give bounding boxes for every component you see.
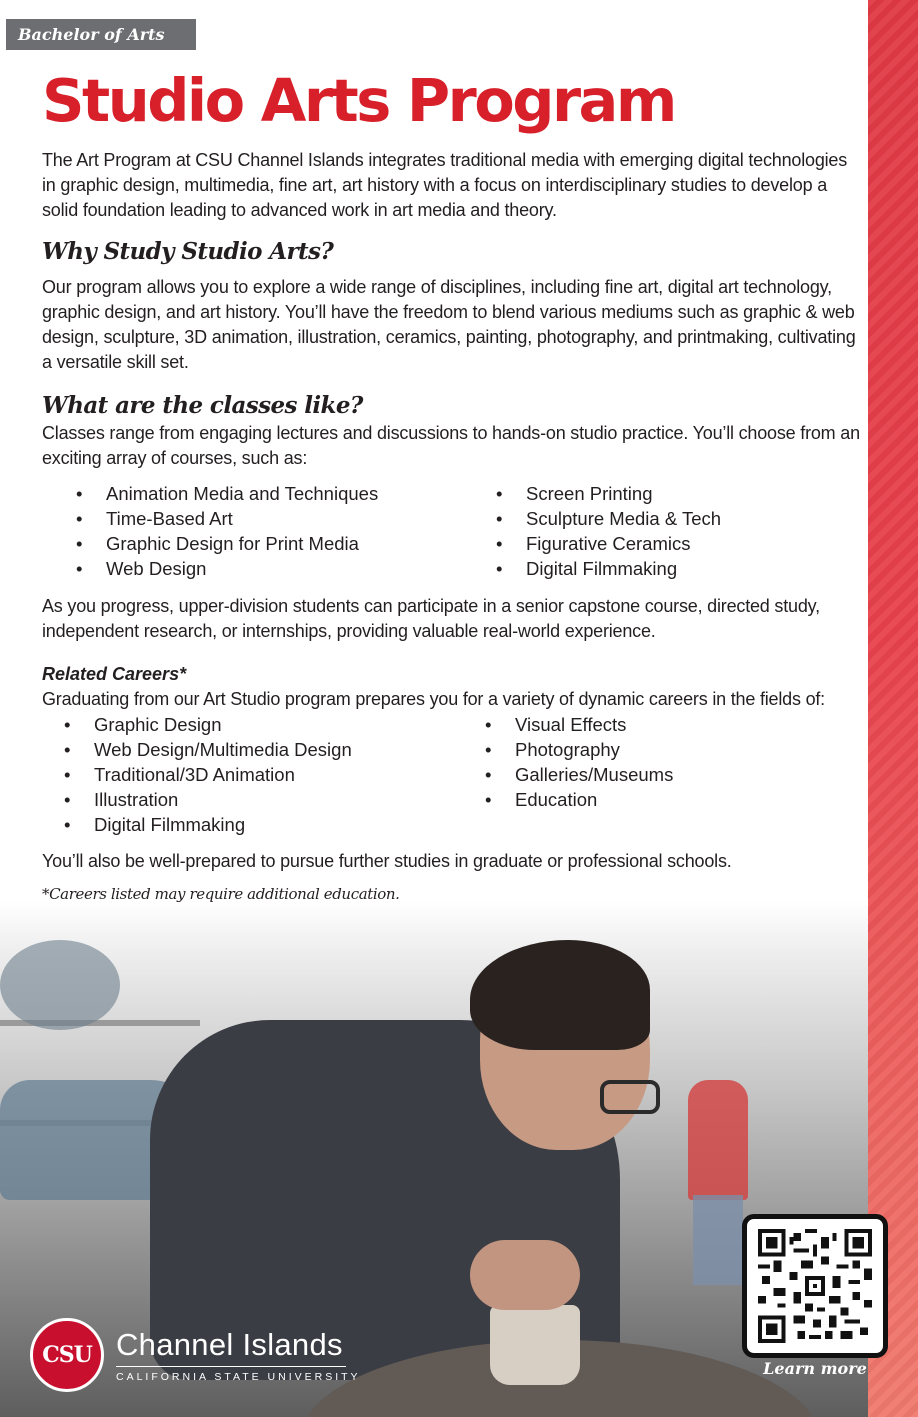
career-list-right bbox=[463, 712, 673, 837]
careers-heading: Related Careers* bbox=[42, 664, 187, 684]
background-person bbox=[688, 1080, 748, 1200]
list-item: • Screen Printing bbox=[462, 481, 721, 506]
list-item: • Education bbox=[463, 787, 673, 812]
main-content bbox=[42, 148, 862, 904]
careers-footnote: *Careers listed may require additional education. bbox=[42, 885, 400, 903]
course-list-left bbox=[42, 481, 462, 581]
list-item: • Digital Filmmaking bbox=[462, 556, 721, 581]
list-item: • Graphic Design for Print Media bbox=[42, 531, 462, 556]
red-side-band bbox=[868, 0, 918, 1417]
classes-intro: Classes range from engaging lectures and discussions to hands-on studio practice. You’ll choose from an exciting array of courses, such as: bbox=[42, 423, 860, 468]
degree-badge: Bachelor of Arts bbox=[6, 19, 196, 50]
list-item: • Web Design bbox=[42, 556, 462, 581]
career-list bbox=[42, 712, 862, 837]
logo-wordmark bbox=[116, 1328, 361, 1383]
background-person-legs bbox=[693, 1195, 743, 1285]
intro-paragraph: The Art Program at CSU Channel Islands integrates traditional media with emerging digital technologies in graphic design, multimedia, fine art, art history with a focus on interdisciplinary studies to develop a solid foundation leading to advanced work in art media and theory. bbox=[42, 150, 848, 220]
list-item: • Photography bbox=[463, 737, 673, 762]
logo-name: Channel Islands bbox=[116, 1326, 343, 1362]
list-item: • Sculpture Media & Tech bbox=[462, 506, 721, 531]
clay-cup bbox=[490, 1305, 580, 1385]
qr-code-icon bbox=[757, 1229, 873, 1343]
list-item: • Figurative Ceramics bbox=[462, 531, 721, 556]
list-item: • Galleries/Museums bbox=[463, 762, 673, 787]
list-item: • Digital Filmmaking bbox=[42, 812, 463, 837]
student-hand bbox=[470, 1240, 580, 1310]
why-heading: Why Study Studio Arts? bbox=[42, 238, 334, 265]
list-item: • Animation Media and Techniques bbox=[42, 481, 462, 506]
student-hair bbox=[470, 940, 650, 1050]
page-title: Studio Arts Program bbox=[42, 66, 675, 135]
list-item: • Web Design/Multimedia Design bbox=[42, 737, 463, 762]
careers-intro: Graduating from our Art Studio program prepares you for a variety of dynamic careers in the fields of: bbox=[42, 689, 825, 709]
qr-code[interactable] bbox=[742, 1214, 888, 1358]
classes-heading: What are the classes like? bbox=[42, 392, 363, 419]
csuci-logo bbox=[30, 1318, 361, 1392]
course-list bbox=[42, 481, 862, 581]
student-glasses bbox=[600, 1080, 660, 1114]
logo-divider bbox=[116, 1366, 346, 1367]
course-list-right bbox=[462, 481, 721, 581]
list-item: • Graphic Design bbox=[42, 712, 463, 737]
list-item: • Illustration bbox=[42, 787, 463, 812]
csu-seal-icon: CSU bbox=[30, 1318, 104, 1392]
list-item: • Visual Effects bbox=[463, 712, 673, 737]
background-rag bbox=[0, 940, 120, 1030]
learn-more-link[interactable]: Learn more bbox=[763, 1359, 867, 1378]
logo-subtitle: CALIFORNIA STATE UNIVERSITY bbox=[116, 1370, 361, 1383]
list-item: • Traditional/3D Animation bbox=[42, 762, 463, 787]
why-paragraph: Our program allows you to explore a wide range of disciplines, including fine art, digital art technology, graphic design, and art history. You’ll have the freedom to blend various mediums such as graphic & web design, sculpture, 3D animation, illustration, ceramics, painting, photography, and printmaking, cultivating a versatile skill set. bbox=[42, 277, 856, 372]
further-studies-paragraph: You’ll also be well-prepared to pursue further studies in graduate or professional schools. bbox=[42, 851, 732, 871]
progress-paragraph: As you progress, upper-division students can participate in a senior capstone course, directed study, independent research, or internships, providing valuable real-world experience. bbox=[42, 596, 820, 641]
list-item: • Time-Based Art bbox=[42, 506, 462, 531]
career-list-left bbox=[42, 712, 463, 837]
